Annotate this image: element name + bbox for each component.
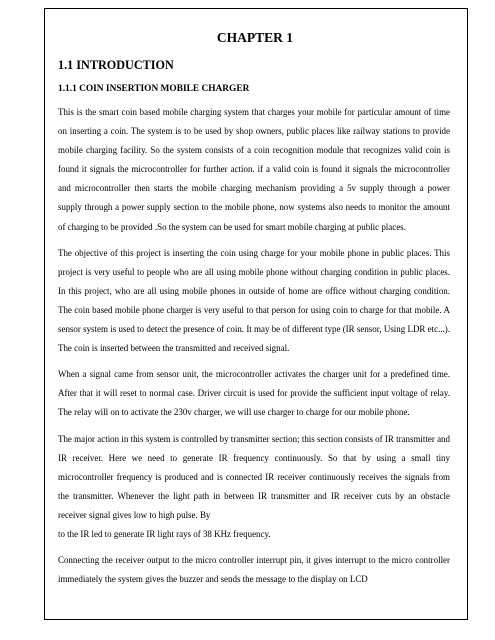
paragraph-3: When a signal came from sensor unit, the microcontroller activates the charger unit for a predefined time. After that it will reset to normal case. Driver circuit is used for provide the sufficient input voltage of relay. The relay will on to activate the 230v charger, we will use charger to charge for our mobile phone. (58, 369, 450, 418)
document-body (58, 30, 450, 596)
paragraph-4-block (58, 430, 450, 545)
paragraph-2: The objective of this project is inserting the coin using charge for your mobile phone in public places. This project is very useful to people who are all using mobile phone without charging condition in public places. In this project, who are all using mobile phones in outside of home are office without charging condition. The coin based mobile phone charger is very useful to that person for using coin to charge for that mobile. A sensor system is used to detect the presence of coin. It may be of different type (IR sensor, Using LDR etc...). The coin is inserted between the transmitted and received signal. (58, 247, 450, 354)
paragraph-5: Connecting the receiver output to the micro controller interrupt pin, it gives interrupt to the micro controller immediately the system gives the buzzer and sends the message to the display on LCD (58, 555, 450, 585)
chapter-title: CHAPTER 1 (216, 30, 294, 45)
paragraph-4: The major action in this system is controlled by transmitter section; this section consists of IR transmitter and IR receiver. Here we need to generate IR frequency continuously. So that by using a small tiny microcontroller frequency is produced and is connected IR receiver continuously receives the signals from the transmitter. Whenever the light path in between IR transmitter and IR receiver cuts by an obstacle receiver signal gives low to high pulse. By (58, 433, 450, 520)
section-title: 1.1 INTRODUCTION (58, 58, 174, 72)
paragraph-4-last-line: to the IR led to generate IR light rays of 38 KHz frequency. (58, 528, 271, 539)
paragraph-1: This is the smart coin based mobile charging system that charges your mobile for particular amount of time on inserting a coin. The system is to be used by shop owners, public places like railway stations to provide mobile charging facility. So the system consists of a coin recognition module that recognizes valid coin is found it signals the microcontroller for further action. if a valid coin is found it signals the microcontroller and microcontroller then starts the mobile charging mechanism providing a 5v supply through a power supply through a power supply section to the mobile phone, now systems also needs to monitor the amount of charging to be provided .So the system can be used for smart mobile charging at public places. (58, 107, 450, 232)
subsection-title: 1.1.1 COIN INSERTION MOBILE CHARGER (58, 84, 250, 94)
